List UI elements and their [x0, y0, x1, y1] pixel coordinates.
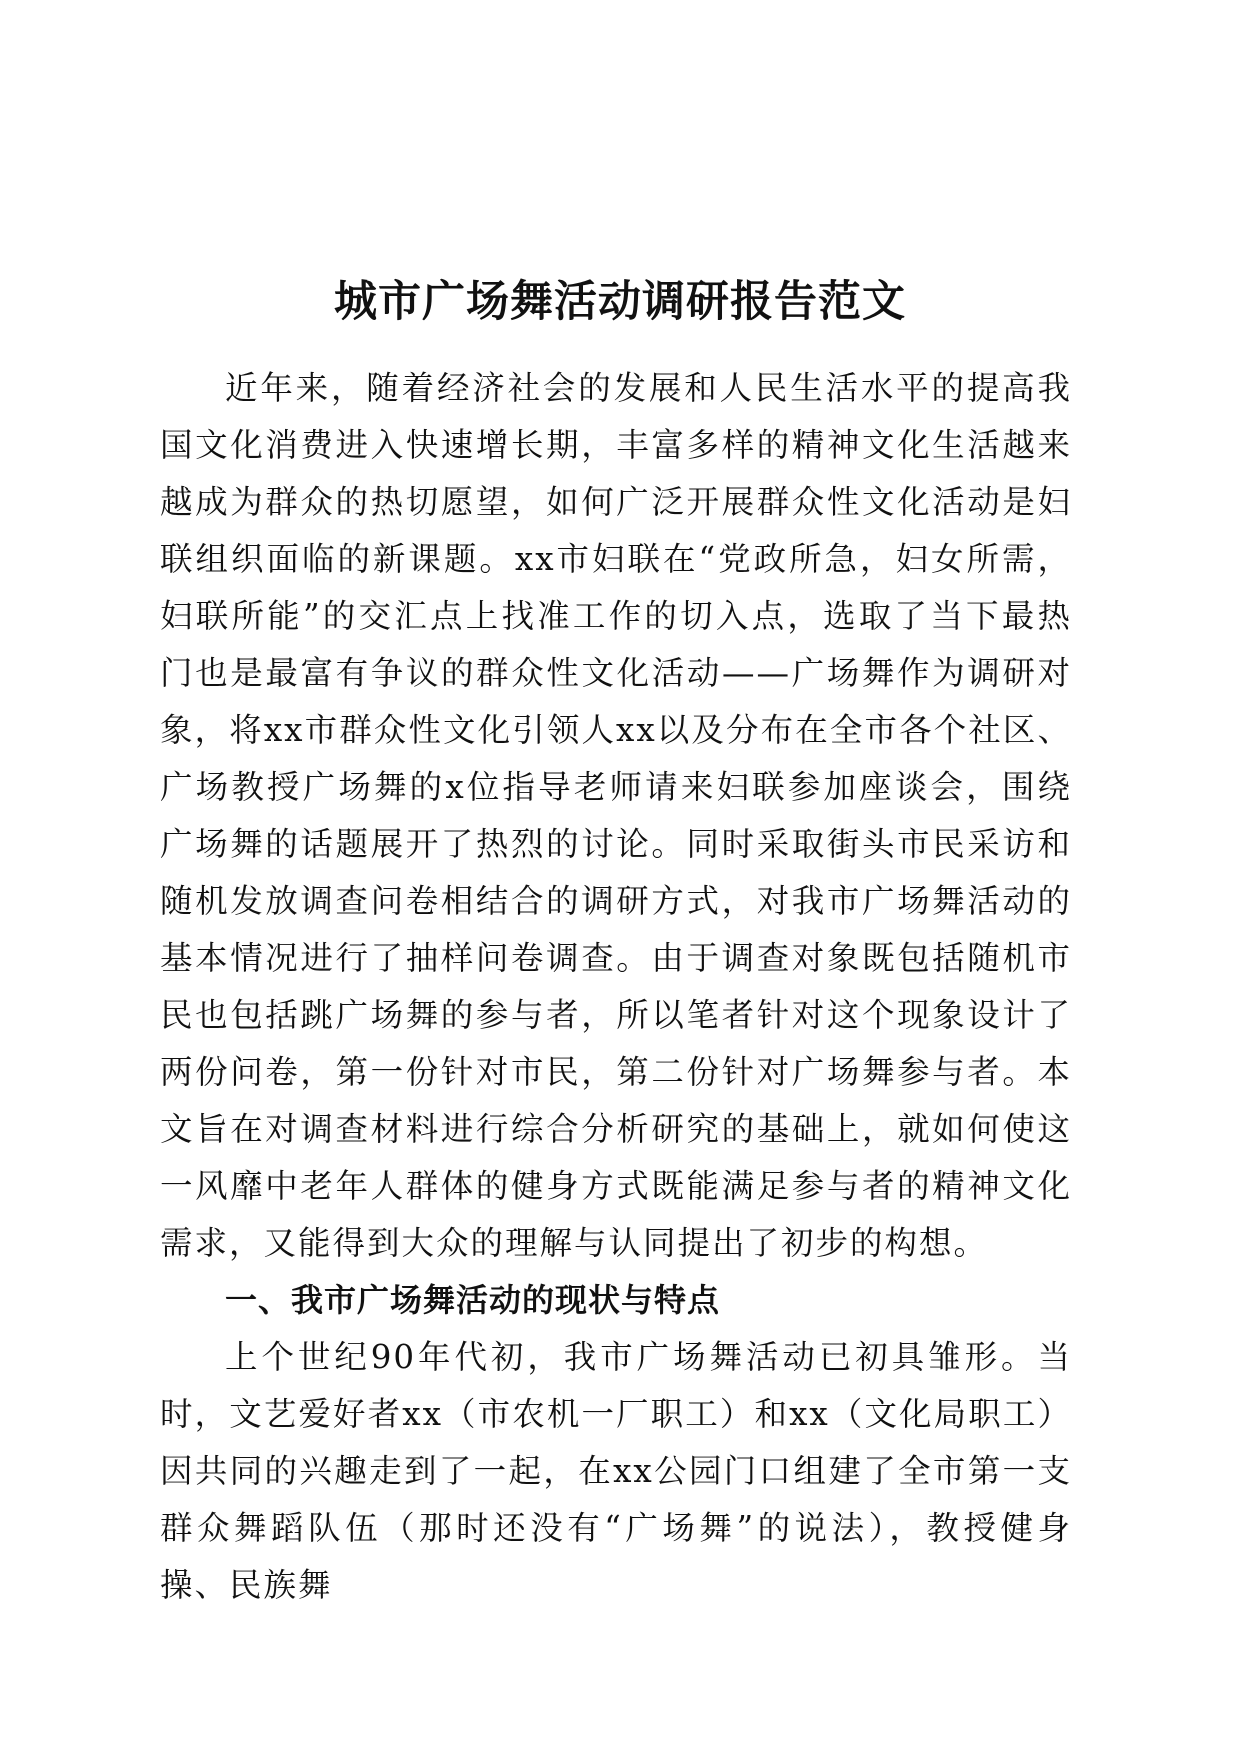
section-heading: 一、我市广场舞活动的现状与特点 [225, 1281, 721, 1319]
intro-paragraph: 近年来，随着经济社会的发展和人民生活水平的提高我国文化消费进入快速增长期，丰富多样的精神文化生活越来越成为群众的热切愿望，如何广泛开展群众性文化活动是妇联组织面临的新课题。xx市妇联在“党政所急，妇女所需，妇联所能”的交汇点上找准工作的切入点，选取了当下最热门也是最富有争议的群众性文化活动——广场舞作为调研对象，将xx市群众性文化引领人xx以及分布在全市各个社区、广场教授广场舞的x位指导老师请来妇联参加座谈会，围绕广场舞的话题展开了热烈的讨论。同时采取街头市民采访和随机发放调查问卷相结合的调研方式，对我市广场舞活动的基本情况进行了抽样问卷调查。由于调查对象既包括随机市民也包括跳广场舞的参与者，所以笔者针对这个现象设计了两份问卷，第一份针对市民，第二份针对广场舞参与者。本文旨在对调查材料进行综合分析研究的基础上，就如何使这一风靡中老年人群体的健身方式既能满足参与者的精神文化需求，又能得到大众的理解与认同提出了初步的构想。 [160, 369, 1072, 1262]
document-title: 城市广场舞活动调研报告范文 [334, 277, 906, 327]
document-body [160, 360, 1072, 1614]
section-paragraph: 上个世纪90年代初，我市广场舞活动已初具雏形。当时，文艺爱好者xx（市农机一厂职工）和xx（文化局职工）因共同的兴趣走到了一起，在xx公园门口组建了全市第一支群众舞蹈队伍（那时还没有“广场舞”的说法），教授健身操、民族舞 [160, 1338, 1072, 1604]
